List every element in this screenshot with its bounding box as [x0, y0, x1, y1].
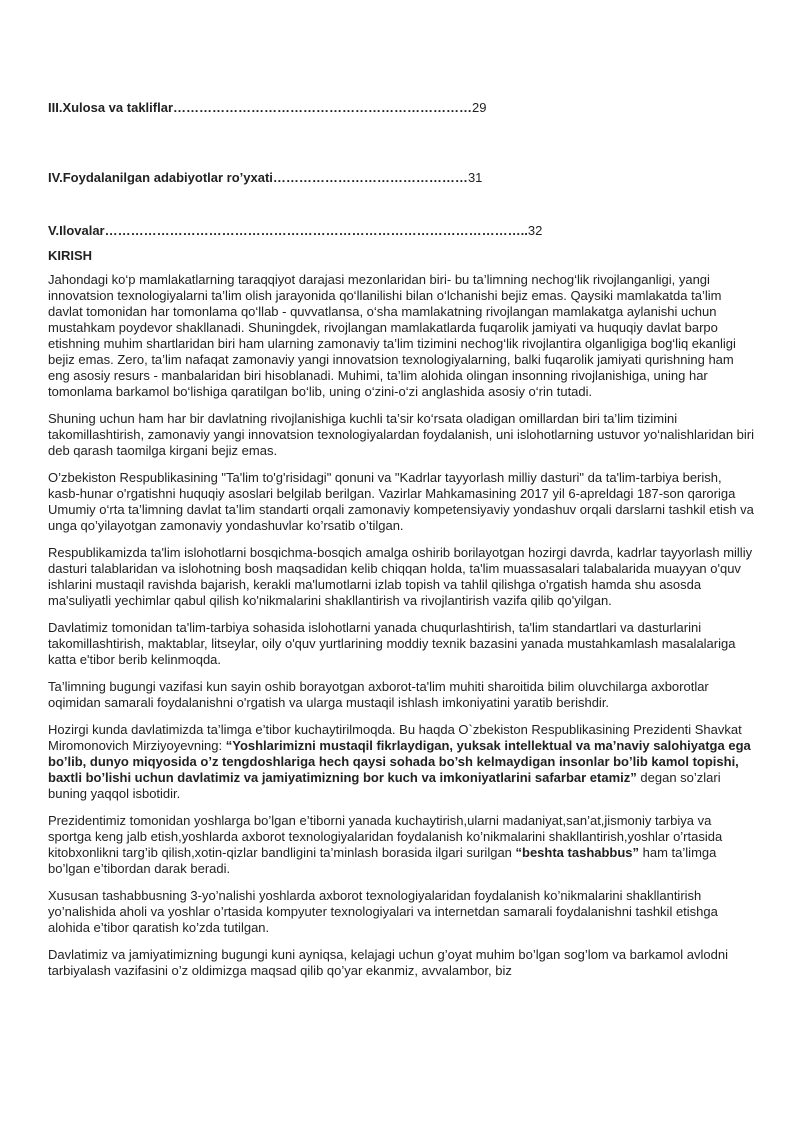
paragraph: Xususan tashabbusning 3-yo’nalishi yoshlarda axborot texnologiyalaridan foydalanish ko’nikmalarini shakllantirish yo’nalishida aholi va yoshlar o’rtasida kompyuter texnologiyalari va internetdan samarali foydalanishni tashkil etishga alohida e’tibor qaratish ko’zda tutilgan.: [48, 888, 718, 935]
paragraph: Respublikamizda ta'lim islohotlarni bosqichma-bosqich amalga oshirib borilayotgan hozirgi davrda, kadrlar tayyorlash milliy dasturi talablaridan va islohotning bosh maqsadidan kelib chiqqan holda, ta'lim muassasalari talabalarida muayyan o'quv ishlarini mustaqil ravishda bajarish, kerakli ma'lumotlarni izlab topish va tahlil qilishga o'rgatish hamda shu asosda ma'suliyatli yechimlar qabul qilish ko'nikmalarini shakllantirish va rivojlantirish vazifa qilib qo'yilgan.: [48, 545, 753, 608]
paragraph-president-quote: [48, 722, 754, 802]
toc-entry-page: 32: [527, 223, 543, 238]
paragraph: Ta’limning bugungi vazifasi kun sayin oshib borayotgan axborot-ta'lim muhiti sharoitida bilim oluvchilarga axborotlar oqimidan samarali foydalanishni o'rgatish va ularga mustaqil ishlash imkoniyatini yaratib berishdir.: [48, 679, 709, 710]
paragraph: Davlatimiz va jamiyatimizning bugungi kuni ayniqsa, kelajagi uchun g’oyat muhim bo’lgan sog’lom va barkamol avlodni tarbiyalash vazifasini o’z oldimizga maqsad qilib qo’yar ekanmiz, avvalambor, biz: [48, 947, 728, 978]
paragraph-text: Prezidentimiz tomonidan yoshlarga bo’lgan e’tiborni yanada kuchaytirish,ularni madaniyat,san’at,jismoniy tarbiya va sportga keng jalb etish,yoshlarda axborot texnologiyalaridan foydalanish ko’nikmalarini shakllantirish,yoshlar o’rtasida kitobxonlikni targ’ib qilish,xotin-qizlar bandligini ta’minlash borasida ilgari surilgan: [48, 813, 723, 860]
toc-entry-label: IV.Foydalanilgan adabiyotlar ro’yxati………………………………………: [48, 170, 468, 185]
body-text: [48, 272, 754, 990]
paragraph-text: Hozirgi kunda davlatimizda ta’limga e’tibor kuchaytirilmoqda. Bu haqda O`zbekiston Respublikasining Prezidenti Shavkat Miromonovich Mirziyoyevning:: [48, 722, 742, 753]
paragraph-text: ham ta’limga bo’lgan e’tibordan darak beradi.: [48, 845, 717, 876]
toc-entry-label: V.Ilovalar……………………………………………………………………………………..: [48, 223, 528, 238]
paragraph: O’zbekiston Respublikasining "Ta'lim to'g'risidagi" qonuni va "Kadrlar tayyorlash milliy dasturi" da ta'lim-tarbiya berish, kasb-hunar o'rgatishni huquqiy asoslari belgilab berilgan. Vazirlar Mahkamasining 2017 yil 6-apreldagi 187-son qaroriga Umumiy o‘rta ta’limning davlat ta’lim standarti orqali zamonaviy kompetensiyaviy yondashuv orqali darslarni tashkil etish va unga qo’yilayotgan zamonaviy yondashuvlar ko’rsatib o’tilgan.: [48, 470, 754, 533]
toc-entry-conclusions[interactable]: [48, 100, 486, 116]
paragraph: Jahondagi ko‘p mamlakatlarning taraqqiyot darajasi mezonlaridan biri- bu ta’limning nechog‘lik rivojlanganligi, yangi innovatsion texnologiyalarni ta’lim olish jarayonida qo‘llanilishi bilan o‘lchanishi bejiz emas. Qaysiki mamlakatda ta’lim davlat tomonidan har tomonlama qo‘llab - quvvatlansa, o‘sha mamlakatning rivojlangan mamlakatga aylanishi uchun mustahkam poydevor shakllanadi. Shuningdek, rivojlangan mamlakatlarda fuqarolik jamiyati va huquqiy davlat barpo etishning muhim shartlaridan biri ham ularning zamonaviy ta’lim tizimini nechog‘lik rivojlantira olganligiga bog‘liq ekanligi bejiz emas. Zero, ta’lim nafaqat zamonaviy yangi innovatsion texnologiyalarning, balki fuqarolik jamiyati qurishning ham eng asosiy resurs - manbalaridan biri hisoblanadi. Muhimi, ta’lim alohida olingan insonning rivojlanishiga, uning har tomonlama barkamol bo‘lishiga qaratilgan bo‘lib, uning o‘zini-o‘zi anglashida asosiy o‘rin tutadi.: [48, 272, 736, 399]
section-heading: KIRISH: [48, 248, 93, 263]
toc-entry-label: III.Xulosa va takliflar……………………………………………………………: [48, 100, 472, 115]
paragraph: Shuning uchun ham har bir davlatning rivojlanishiga kuchli ta’sir ko‘rsata oladigan omillardan biri ta’lim tizimini takomillashtirish, zamonaviy yangi innovatsion texnologiyalardan foydalanish, uni islohotlarning ustuvor yo‘nalishlaridan biri deb qarash taomilga kirgani bejiz emas.: [48, 411, 754, 458]
toc-entry-references[interactable]: [48, 170, 482, 186]
initiatives-emphasis: “beshta tashabbus”: [515, 845, 640, 860]
paragraph-initiatives: [48, 813, 754, 877]
toc-entry-page: 29: [472, 100, 487, 115]
paragraph-text: degan so’zlari buning yaqqol isbotidir.: [48, 770, 721, 801]
paragraph: Davlatimiz tomonidan ta'lim-tarbiya sohasida islohotlarni yanada chuqurlashtirish, ta'lim standartlari va dasturlarini takomillashtirish, maktablar, litseylar, oily o'quv yurtlarining moddiy texnik bazasini yanada mustahkamlash masalalariga katta e'tibor berib kelinmoqda.: [48, 620, 736, 667]
toc-entry-appendices[interactable]: [48, 223, 542, 239]
toc-entry-page: 31: [467, 170, 483, 185]
president-quote: “Yoshlarimizni mustaqil fikrlaydigan, yuksak intellektual va ma’naviy salohiyatga ega bo’lib, dunyo miqyosida o’z tengdoshlariga hech qaysi sohada bo’sh kelmaydigan insonlar bo’lib kamol topishi, baxtli bo’lishi uchun davlatimiz va jamiyatimizning bor kuch va imkoniyatlarini safarbar etamiz”: [48, 738, 751, 785]
